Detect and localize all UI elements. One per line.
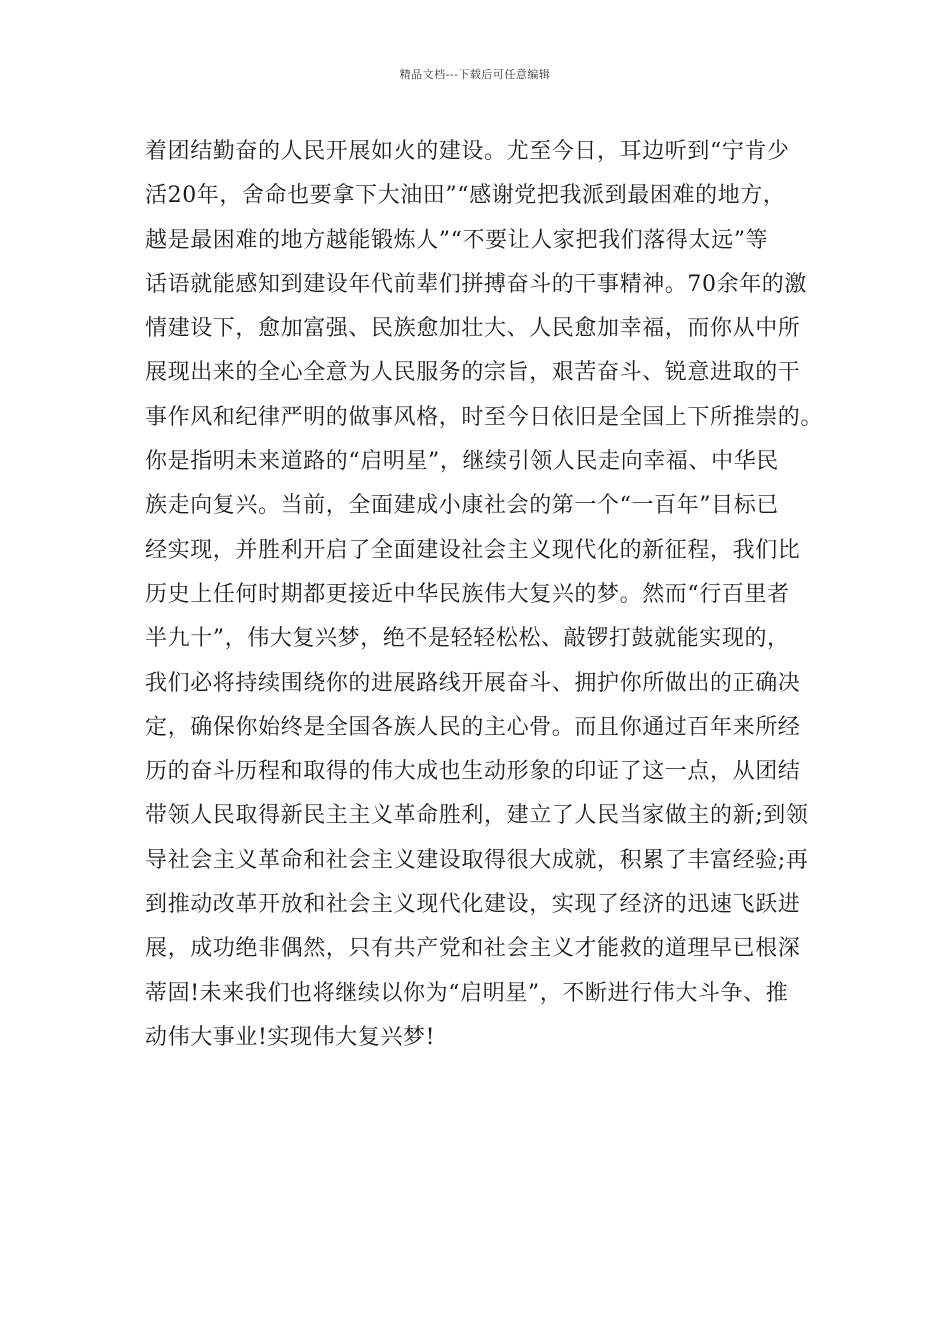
text-line: 情建设下，愈加富强、民族愈加壮大、人民愈加幸福，而你从中所 [145, 316, 801, 342]
text-line: 蒂固!未来我们也将继续以你为“启明星”，不断进行伟大斗争、推 [145, 980, 789, 1006]
page-header: 精品文档---下载后可任意编辑 [399, 68, 551, 81]
text-line: 半九十”，伟大复兴梦，绝不是轻轻松松、敲锣打鼓就能实现的， [145, 626, 790, 652]
body-text [145, 130, 845, 1060]
text-line: 动伟大事业!实现伟大复兴梦! [145, 1024, 436, 1050]
text-line: 族走向复兴。当前，全面建成小康社会的第一个“一百年”目标已 [145, 493, 779, 519]
text-line: 越是最困难的地方越能锻炼人”“不要让人家把我们落得太远”等 [145, 227, 769, 253]
text-line: 导社会主义革命和社会主义建设取得很大成就，积累了丰富经验;再 [145, 847, 809, 873]
text-line: 我们必将持续围绕你的进展路线开展奋斗、拥护你所做出的正确决 [145, 670, 801, 696]
text-line: 你是指明未来道路的“启明星”，继续引领人民走向幸福、中华民 [145, 449, 779, 475]
text-line: 活20年，舍命也要拿下大油田”“感谢党把我派到最困难的地方， [145, 183, 786, 209]
text-line: 带领人民取得新民主主义革命胜利，建立了人民当家做主的新;到领 [145, 803, 809, 829]
text-line: 历史上任何时期都更接近中华民族伟大复兴的梦。然而“行百里者 [145, 581, 790, 607]
text-line: 历的奋斗历程和取得的伟大成也生动形象的印证了这一点，从团结 [145, 759, 801, 785]
text-line: 定，确保你始终是全国各族人民的主心骨。而且你通过百年来所经 [145, 714, 801, 740]
text-line: 经实现，并胜利开启了全面建设社会主义现代化的新征程，我们比 [145, 537, 801, 563]
text-line: 展，成功绝非偶然，只有共产党和社会主义才能救的道理早已根深 [145, 936, 801, 962]
text-line: 事作风和纪律严明的做事风格，时至今日依旧是全国上下所推崇的。 [145, 404, 824, 430]
text-line: 着团结勤奋的人民开展如火的建设。尤至今日，耳边听到“宁肯少 [145, 139, 790, 164]
text-line: 到推动改革开放和社会主义现代化建设，实现了经济的迅速飞跃进 [145, 892, 801, 918]
text-line: 展现出来的全心全意为人民服务的宗旨，艰苦奋斗、锐意进取的干 [145, 360, 801, 386]
text-line: 话语就能感知到建设年代前辈们拼搏奋斗的干事精神。70余年的激 [145, 271, 807, 297]
